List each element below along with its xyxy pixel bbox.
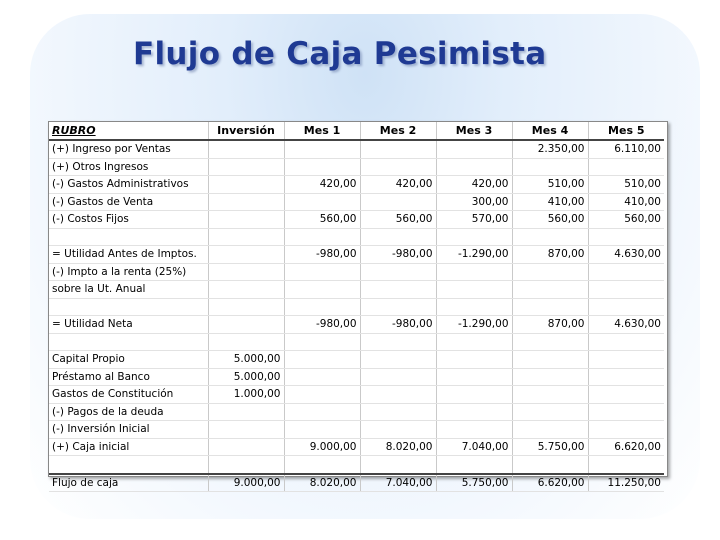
- value-cell: [588, 281, 664, 299]
- table-row: [49, 263, 664, 281]
- value-cell: [208, 263, 284, 281]
- value-cell: [360, 193, 436, 211]
- value-cell: 4.630,00: [588, 246, 664, 264]
- value-cell: 4.630,00: [588, 316, 664, 334]
- value-cell: [436, 351, 512, 369]
- value-cell: [284, 298, 360, 316]
- row-label: (-) Gastos de Venta: [49, 193, 208, 211]
- value-cell: -1.290,00: [436, 316, 512, 334]
- value-cell: [360, 140, 436, 158]
- row-label: (-) Pagos de la deuda: [49, 403, 208, 421]
- table-row: [49, 368, 664, 386]
- value-cell: [436, 228, 512, 246]
- table-row: [49, 158, 664, 176]
- row-label: sobre la Ut. Anual: [49, 281, 208, 299]
- value-cell: [588, 298, 664, 316]
- row-label: (+) Caja inicial: [49, 438, 208, 456]
- value-cell: [436, 386, 512, 404]
- value-cell: [360, 281, 436, 299]
- row-label: [49, 228, 208, 246]
- value-cell: -980,00: [360, 246, 436, 264]
- value-cell: [360, 228, 436, 246]
- value-cell: 410,00: [512, 193, 588, 211]
- value-cell: [360, 368, 436, 386]
- header-cell: RUBRO: [49, 122, 208, 140]
- value-cell: [208, 140, 284, 158]
- table-row: [49, 351, 664, 369]
- value-cell: [284, 158, 360, 176]
- value-cell: [284, 228, 360, 246]
- value-cell: 560,00: [284, 211, 360, 229]
- total-cell: 7.040,00: [360, 474, 436, 492]
- value-cell: [208, 193, 284, 211]
- value-cell: [208, 438, 284, 456]
- value-cell: 870,00: [512, 316, 588, 334]
- value-cell: [284, 351, 360, 369]
- table-row: [49, 298, 664, 316]
- value-cell: [284, 333, 360, 351]
- value-cell: [360, 158, 436, 176]
- value-cell: [208, 281, 284, 299]
- value-cell: 5.000,00: [208, 368, 284, 386]
- header-cell: Mes 1: [284, 122, 360, 140]
- header-cell: Mes 5: [588, 122, 664, 140]
- value-cell: [360, 351, 436, 369]
- value-cell: 420,00: [284, 176, 360, 194]
- value-cell: [512, 386, 588, 404]
- table-row: [49, 281, 664, 299]
- value-cell: [284, 421, 360, 439]
- value-cell: [284, 456, 360, 474]
- cash-flow-sheet: [48, 121, 668, 489]
- value-cell: [436, 158, 512, 176]
- value-cell: [436, 263, 512, 281]
- total-cell: 9.000,00: [208, 474, 284, 492]
- header-row: [49, 122, 664, 140]
- value-cell: [284, 386, 360, 404]
- value-cell: 6.620,00: [588, 438, 664, 456]
- value-cell: [360, 263, 436, 281]
- value-cell: [284, 281, 360, 299]
- total-cell: 6.620,00: [512, 474, 588, 492]
- value-cell: [588, 421, 664, 439]
- header-cell: Inversión: [208, 122, 284, 140]
- row-label: (+) Otros Ingresos: [49, 158, 208, 176]
- row-label: = Utilidad Antes de Imptos.: [49, 246, 208, 264]
- row-label: Capital Propio: [49, 351, 208, 369]
- row-label: (-) Inversión Inicial: [49, 421, 208, 439]
- row-label: Gastos de Constitución: [49, 386, 208, 404]
- value-cell: [512, 351, 588, 369]
- value-cell: [436, 333, 512, 351]
- value-cell: [208, 246, 284, 264]
- value-cell: [208, 298, 284, 316]
- row-label: (-) Costos Fijos: [49, 211, 208, 229]
- value-cell: [588, 368, 664, 386]
- header-cell: Mes 4: [512, 122, 588, 140]
- value-cell: 570,00: [436, 211, 512, 229]
- value-cell: [436, 421, 512, 439]
- header-cell: Mes 3: [436, 122, 512, 140]
- table-row: [49, 456, 664, 474]
- value-cell: 7.040,00: [436, 438, 512, 456]
- table-row: [49, 228, 664, 246]
- value-cell: 560,00: [512, 211, 588, 229]
- value-cell: [588, 228, 664, 246]
- value-cell: 560,00: [588, 211, 664, 229]
- value-cell: -980,00: [284, 246, 360, 264]
- value-cell: [208, 421, 284, 439]
- value-cell: [360, 333, 436, 351]
- value-cell: [512, 333, 588, 351]
- value-cell: 8.020,00: [360, 438, 436, 456]
- cash-flow-table: [49, 122, 664, 492]
- value-cell: [436, 403, 512, 421]
- value-cell: [284, 368, 360, 386]
- value-cell: [512, 228, 588, 246]
- value-cell: 420,00: [436, 176, 512, 194]
- value-cell: [284, 403, 360, 421]
- value-cell: [208, 176, 284, 194]
- value-cell: [208, 333, 284, 351]
- value-cell: [436, 456, 512, 474]
- row-label: [49, 298, 208, 316]
- total-row: [49, 474, 664, 492]
- row-label: (-) Impto a la renta (25%): [49, 263, 208, 281]
- value-cell: 5.000,00: [208, 351, 284, 369]
- value-cell: [284, 263, 360, 281]
- table-row: [49, 176, 664, 194]
- value-cell: [360, 456, 436, 474]
- value-cell: -1.290,00: [436, 246, 512, 264]
- value-cell: 410,00: [588, 193, 664, 211]
- value-cell: [284, 193, 360, 211]
- value-cell: [284, 140, 360, 158]
- value-cell: [588, 158, 664, 176]
- value-cell: 5.750,00: [512, 438, 588, 456]
- row-label: (-) Gastos Administrativos: [49, 176, 208, 194]
- value-cell: [512, 158, 588, 176]
- value-cell: 420,00: [360, 176, 436, 194]
- value-cell: [436, 368, 512, 386]
- value-cell: [512, 456, 588, 474]
- table-row: [49, 140, 664, 158]
- table-row: [49, 333, 664, 351]
- value-cell: 560,00: [360, 211, 436, 229]
- table-row: [49, 403, 664, 421]
- row-label: [49, 333, 208, 351]
- total-label: Flujo de caja: [49, 474, 208, 492]
- value-cell: [360, 421, 436, 439]
- table-row: [49, 386, 664, 404]
- value-cell: 2.350,00: [512, 140, 588, 158]
- value-cell: [588, 263, 664, 281]
- row-label: [49, 456, 208, 474]
- header-cell: Mes 2: [360, 122, 436, 140]
- value-cell: [360, 386, 436, 404]
- value-cell: [512, 298, 588, 316]
- value-cell: -980,00: [360, 316, 436, 334]
- value-cell: [436, 140, 512, 158]
- value-cell: [588, 333, 664, 351]
- table-row: [49, 438, 664, 456]
- table-row: [49, 211, 664, 229]
- value-cell: [588, 386, 664, 404]
- value-cell: [512, 263, 588, 281]
- value-cell: [512, 368, 588, 386]
- value-cell: 510,00: [512, 176, 588, 194]
- value-cell: 9.000,00: [284, 438, 360, 456]
- row-label: = Utilidad Neta: [49, 316, 208, 334]
- value-cell: [512, 421, 588, 439]
- value-cell: -980,00: [284, 316, 360, 334]
- value-cell: [588, 403, 664, 421]
- value-cell: [208, 316, 284, 334]
- value-cell: [436, 298, 512, 316]
- value-cell: [208, 228, 284, 246]
- value-cell: [436, 281, 512, 299]
- table-row: [49, 193, 664, 211]
- table-row: [49, 316, 664, 334]
- row-label: (+) Ingreso por Ventas: [49, 140, 208, 158]
- value-cell: 6.110,00: [588, 140, 664, 158]
- value-cell: [512, 281, 588, 299]
- value-cell: [588, 351, 664, 369]
- value-cell: [360, 403, 436, 421]
- row-label: Préstamo al Banco: [49, 368, 208, 386]
- value-cell: [512, 403, 588, 421]
- value-cell: [588, 456, 664, 474]
- value-cell: [360, 298, 436, 316]
- value-cell: [208, 456, 284, 474]
- table-row: [49, 421, 664, 439]
- value-cell: 1.000,00: [208, 386, 284, 404]
- table-body: [49, 140, 664, 474]
- table-row: [49, 246, 664, 264]
- page-title: Flujo de Caja Pesimista: [133, 36, 547, 72]
- value-cell: [208, 211, 284, 229]
- total-cell: 5.750,00: [436, 474, 512, 492]
- value-cell: [208, 403, 284, 421]
- value-cell: 510,00: [588, 176, 664, 194]
- value-cell: 300,00: [436, 193, 512, 211]
- total-cell: 11.250,00: [588, 474, 664, 492]
- total-cell: 8.020,00: [284, 474, 360, 492]
- value-cell: [208, 158, 284, 176]
- value-cell: 870,00: [512, 246, 588, 264]
